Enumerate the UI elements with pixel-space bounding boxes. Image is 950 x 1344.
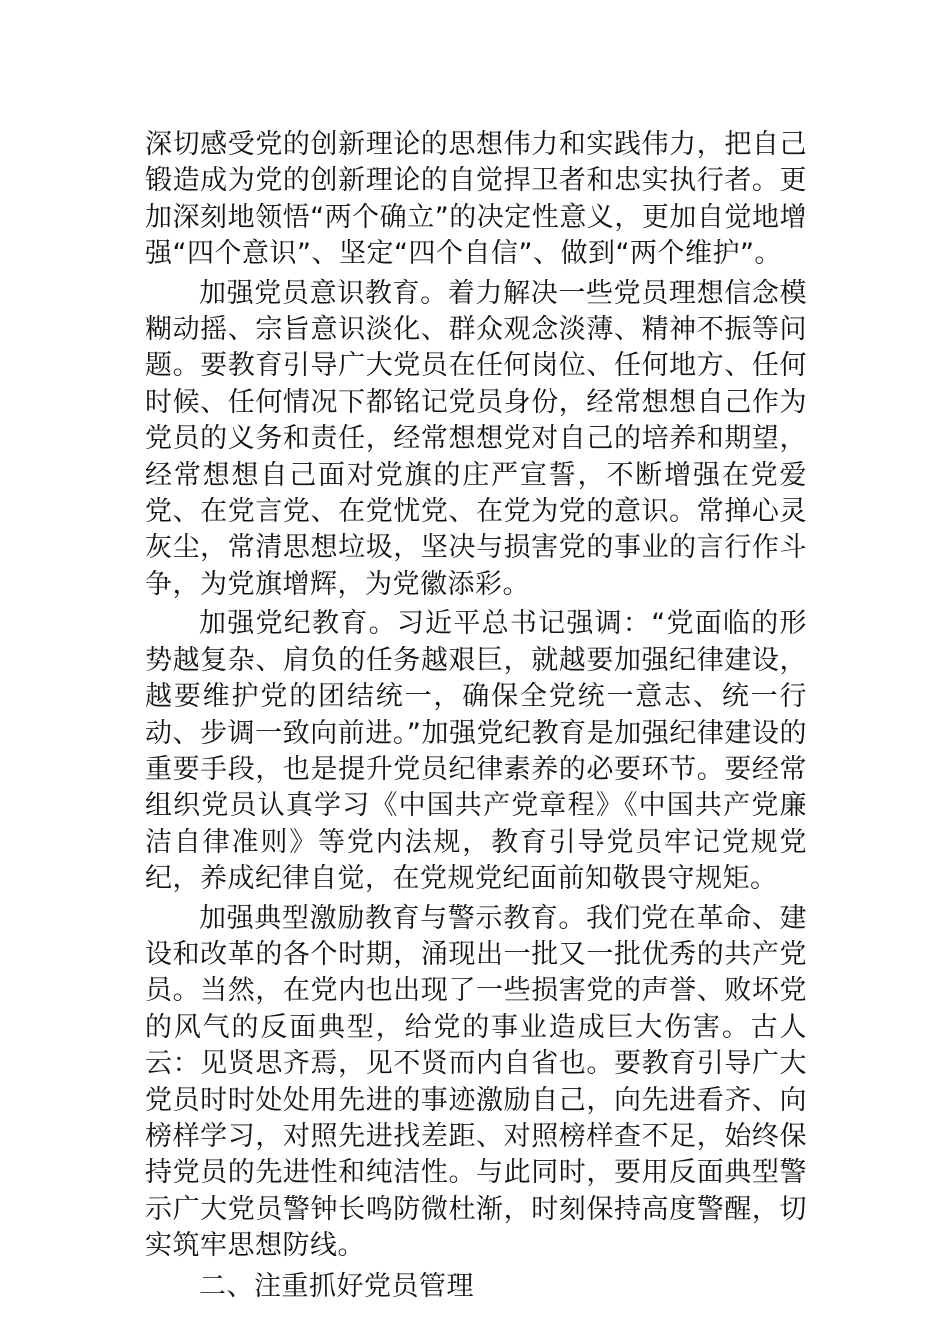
paragraph-party-member-awareness: 加强党员意识教育。着力解决一些党员理想信念模糊动摇、宗旨意识淡化、群众观念淡薄、精神不振等问题。要教育引导广大党员在任何岗位、任何地方、任何时候、任何情况下都铭记党员身份，经常想想自己作为党员的义务和责任，经常想想党对自己的培养和期望，经常想想自己面对党旗的庄严宣誓，不断增强在党爱党、在党言党、在党忧党、在党为党的意识。常掸心灵灰尘，常清思想垃圾，坚决与损害党的事业的言行作斗争，为党旗增辉，为党徽添彩。 <box>145 277 807 600</box>
paragraph-exemplary-warning-education: 加强典型激励教育与警示教育。我们党在革命、建设和改革的各个时期，涌现出一批又一批优秀的共产党员。当然，在党内也出现了一些损害党的声誉、败坏党的风气的反面典型，给党的事业造成巨大伤害。古人云：见贤思齐焉，见不贤而内自省也。要教育引导广大党员时时处处用先进的事迹激励自己，向先进看齐、向榜样学习，对照先进找差距、对照榜样查不足，始终保持党员的先进性和纯洁性。与此同时，要用反面典型警示广大党员警钟长鸣防微杜渐，时刻保持高度警醒，切实筑牢思想防线。 <box>145 902 807 1262</box>
paragraph-party-discipline: 加强党纪教育。习近平总书记强调：“党面临的形势越复杂、肩负的任务越艰巨，就越要加强纪律建设，越要维护党的团结统一，确保全党统一意志、统一行动、步调一致向前进。”加强党纪教育是加强纪律建设的重要手段，也是提升党员纪律素养的必要环节。要经常组织党员认真学习《中国共产党章程》《中国共产党廉洁自律准则》等党内法规，教育引导党员牢记党规党纪，养成纪律自觉，在党规党纪面前知敬畏守规矩。 <box>145 608 807 895</box>
section-heading: 二、注重抓好党员管理 <box>199 1270 474 1302</box>
paragraph-continuation: 深切感受党的创新理论的思想伟力和实践伟力，把自己锻造成为党的创新理论的自觉捍卫者和忠实执行者。更加深刻地领悟“两个确立”的决定性意义，更加自觉地增强“四个意识”、坚定“四个自信”、做到“两个维护”。 <box>145 129 807 270</box>
document-body <box>145 127 807 1305</box>
